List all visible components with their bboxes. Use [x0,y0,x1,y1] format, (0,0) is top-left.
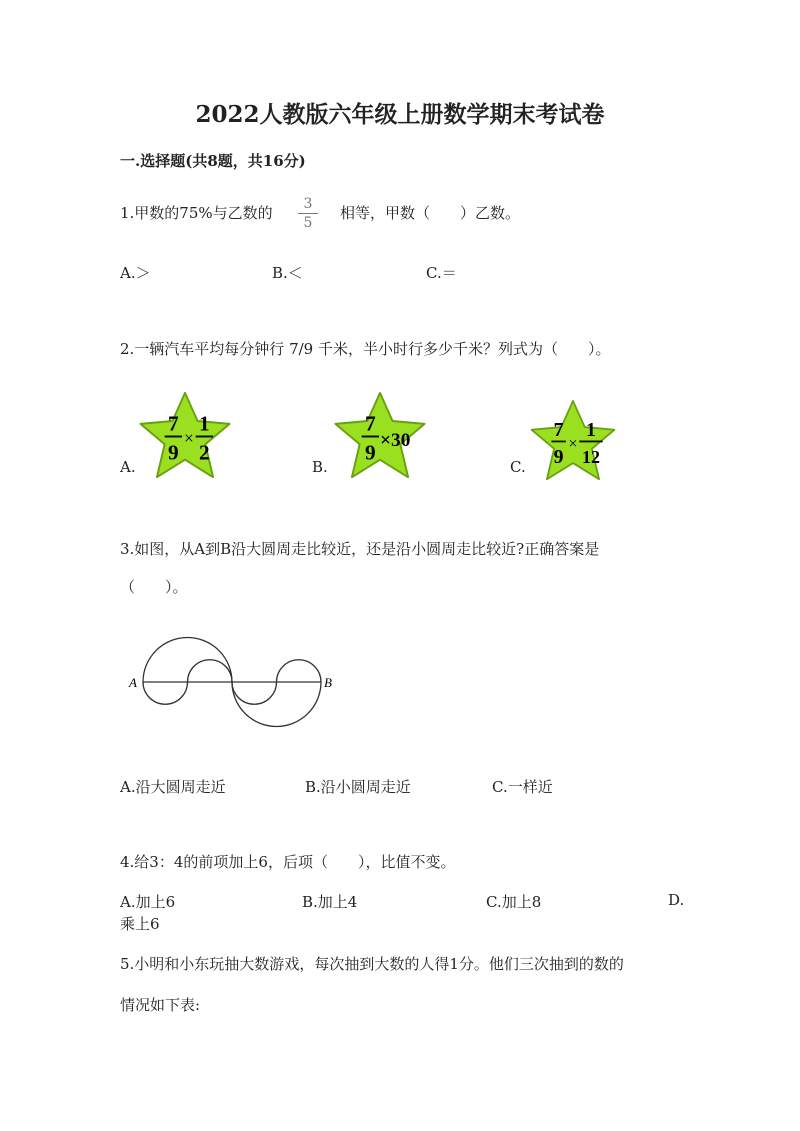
question-3-option-b[interactable]: B.沿小圆周走近 [305,778,411,796]
question-2-option-a-label[interactable]: A. [120,458,136,476]
question-4-option-d-continued[interactable]: 乘上6 [120,915,160,933]
page-title: 2022人教版六年级上册数学期末考试卷 [195,101,605,128]
star-c-right-denominator: 12 [582,447,600,468]
section-heading: 一.选择题(共8题，共16分) [120,152,306,170]
question-4-option-d[interactable]: D. [668,891,685,909]
question-2-option-b-star[interactable] [330,390,430,482]
star-b-numerator: 7 [364,411,376,436]
question-4-text: 4.给3：4的前项加上6，后项（ ），比值不变。 [120,853,456,871]
point-b-label: B [324,675,332,690]
question-4-option-b[interactable]: B.加上4 [302,893,358,911]
star-a-right-denominator: 2 [199,440,210,465]
point-a-label: A [129,675,137,690]
star-b-operator: ×30 [380,430,411,452]
question-5-text-line1: 5.小明和小东玩抽大数游戏，每次抽到大数的人得1分。他们三次抽到的数的 [120,955,624,973]
question-1-option-c[interactable]: C.＝ [426,264,457,282]
star-a-left-numerator: 7 [168,411,179,436]
question-1-text-before: 1.甲数的75%与乙数的 [120,204,273,222]
question-2-option-c-star[interactable] [528,398,618,484]
question-2-text: 2.一辆汽车平均每分钟行 7/9 千米，半小时行多少千米？列式为（ ）。 [120,340,611,358]
question-2-option-c-label[interactable]: C. [510,458,526,476]
question-4-option-c[interactable]: C.加上8 [486,893,542,911]
question-1-option-b[interactable]: B.＜ [272,264,303,282]
fraction-bar [298,213,318,214]
question-3-option-a[interactable]: A.沿大圆周走近 [120,778,226,796]
question-1-fraction [296,196,320,231]
star-c-right-numerator: 1 [586,419,596,442]
question-1-option-a[interactable]: A.＞ [120,264,151,282]
star-a-right-numerator: 1 [199,411,210,436]
question-2-option-a-star[interactable] [136,390,234,482]
question-3-option-c[interactable]: C.一样近 [492,778,553,796]
question-5-text-line2: 情况如下表: [120,996,201,1014]
question-4-option-a[interactable]: A.加上6 [120,893,176,911]
fraction-numerator: 3 [303,196,313,212]
star-c-left-denominator: 9 [553,446,564,469]
star-a-left-denominator: 9 [168,440,179,465]
star-c-operator: × [568,434,578,453]
fraction-denominator: 5 [303,215,313,231]
circle-path-diagram [125,625,345,735]
question-3-text-line1: 3.如图，从A到B沿大圆周走比较近，还是沿小圆周走比较近?正确答案是 [120,540,600,558]
star-c-left-numerator: 7 [553,419,564,442]
question-2-option-b-label[interactable]: B. [312,458,328,476]
star-a-operator: × [183,428,194,449]
question-3-text-line2: （ ）。 [120,578,188,596]
question-1-text-after: 相等，甲数（ ）乙数。 [340,204,521,222]
star-b-denominator: 9 [364,440,376,465]
